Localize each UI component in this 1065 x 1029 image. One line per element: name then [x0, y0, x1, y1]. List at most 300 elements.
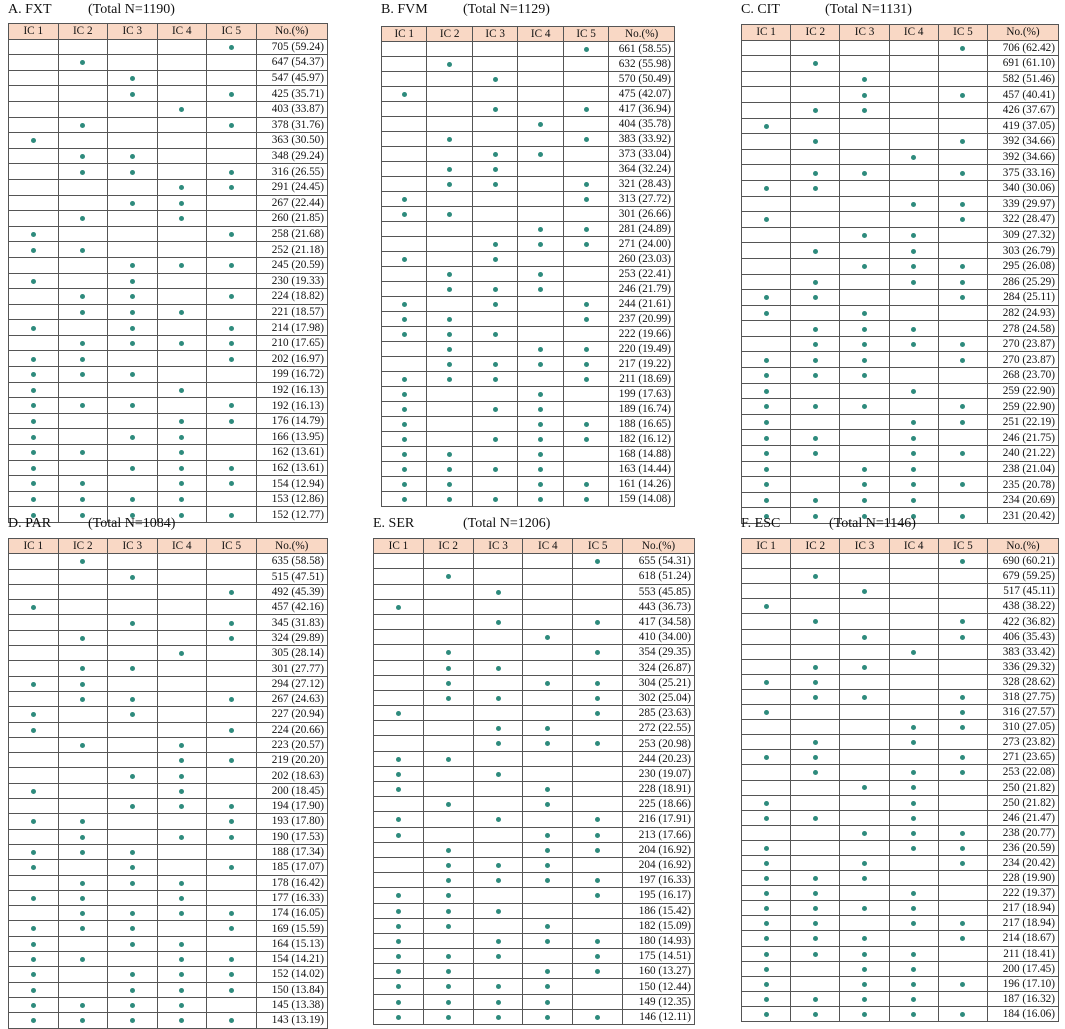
ic2-cell	[58, 860, 108, 875]
ic1-cell	[742, 352, 791, 368]
table-row	[382, 252, 675, 267]
count-cell: 406 (35.43)	[988, 629, 1059, 644]
membership-dot-icon	[31, 466, 36, 471]
count-cell: 240 (21.22)	[988, 446, 1059, 462]
ic1-cell	[9, 289, 59, 305]
table-row	[382, 117, 675, 132]
ic4-cell	[157, 967, 207, 982]
table-row	[9, 70, 328, 86]
ic1-cell	[9, 413, 59, 429]
table-row	[742, 780, 1059, 795]
column-header-count: No.(%)	[256, 24, 328, 40]
count-cell: 373 (33.04)	[609, 147, 675, 162]
ic4-cell	[518, 102, 563, 117]
ic4-cell	[157, 257, 207, 273]
ic5-cell	[207, 676, 257, 691]
column-header-ic1: IC 1	[382, 27, 427, 42]
membership-dot-icon	[813, 186, 818, 191]
membership-dot-icon	[595, 559, 600, 564]
ic1-cell	[9, 646, 59, 661]
membership-dot-icon	[538, 122, 543, 127]
membership-dot-icon	[80, 60, 85, 65]
ic3-cell	[473, 630, 523, 645]
header-row	[742, 539, 1059, 554]
ic5-cell	[207, 875, 257, 890]
ic5-cell	[573, 766, 623, 781]
count-cell: 186 (15.42)	[623, 903, 695, 918]
table-row	[9, 890, 328, 905]
ic4-cell	[157, 875, 207, 890]
membership-dot-icon	[764, 482, 769, 487]
ic5-cell	[938, 87, 987, 103]
count-cell: 570 (50.49)	[609, 72, 675, 87]
count-cell: 211 (18.69)	[609, 372, 675, 387]
table-row	[374, 766, 695, 781]
ic4-cell	[157, 768, 207, 783]
ic1-cell	[742, 40, 791, 56]
ic5-cell	[207, 507, 257, 523]
table-row	[374, 827, 695, 842]
count-cell: 647 (54.37)	[256, 55, 328, 71]
membership-dot-icon	[446, 878, 451, 883]
table-row	[382, 327, 675, 342]
ic2-cell	[58, 615, 108, 630]
count-cell: 162 (13.61)	[256, 460, 328, 476]
table-row	[9, 476, 328, 492]
ic4-cell	[889, 569, 938, 584]
ic1-cell	[9, 429, 59, 445]
ic3-cell	[108, 367, 158, 383]
table-row	[9, 148, 328, 164]
ic1-cell	[742, 689, 791, 704]
membership-dot-icon	[545, 848, 550, 853]
membership-dot-icon	[764, 404, 769, 409]
ic5-cell	[207, 429, 257, 445]
table-row	[9, 646, 328, 661]
ic3-cell	[473, 751, 523, 766]
membership-dot-icon	[179, 651, 184, 656]
ic-table	[381, 26, 675, 507]
count-cell: 260 (21.85)	[256, 211, 328, 227]
ic1-cell	[742, 56, 791, 72]
count-cell: 392 (34.66)	[988, 134, 1059, 150]
membership-dot-icon	[862, 861, 867, 866]
table-row	[382, 432, 675, 447]
panel-title	[741, 516, 916, 532]
count-cell: 195 (16.17)	[623, 888, 695, 903]
membership-dot-icon	[764, 420, 769, 425]
count-cell: 282 (24.93)	[988, 305, 1059, 321]
ic3-cell	[840, 165, 889, 181]
membership-dot-icon	[179, 185, 184, 190]
count-cell: 270 (23.87)	[988, 352, 1059, 368]
ic4-cell	[518, 447, 563, 462]
ic5-cell	[207, 569, 257, 584]
count-cell: 284 (25.11)	[988, 290, 1059, 306]
ic2-cell	[423, 736, 473, 751]
ic4-cell	[157, 569, 207, 584]
membership-dot-icon	[80, 835, 85, 840]
ic2-cell	[427, 117, 472, 132]
count-cell: 691 (61.10)	[988, 56, 1059, 72]
membership-dot-icon	[493, 287, 498, 292]
ic4-cell	[523, 599, 573, 614]
count-cell: 236 (20.59)	[988, 840, 1059, 855]
column-header-count: No.(%)	[609, 27, 675, 42]
ic1-cell	[9, 860, 59, 875]
table-row	[9, 967, 328, 982]
ic2-cell	[427, 192, 472, 207]
membership-dot-icon	[960, 46, 965, 51]
ic4-cell	[157, 117, 207, 133]
ic4-cell	[518, 192, 563, 207]
ic1-cell	[9, 195, 59, 211]
count-cell: 310 (27.05)	[988, 720, 1059, 735]
membership-dot-icon	[960, 921, 965, 926]
ic2-cell	[791, 492, 840, 508]
ic5-cell	[207, 413, 257, 429]
ic5-cell	[938, 180, 987, 196]
membership-dot-icon	[960, 342, 965, 347]
ic4-cell	[518, 372, 563, 387]
ic2-cell	[423, 690, 473, 705]
ic5-cell	[207, 906, 257, 921]
ic5-cell	[207, 936, 257, 951]
ic1-cell	[9, 335, 59, 351]
ic1-cell	[9, 661, 59, 676]
ic3-cell	[840, 705, 889, 720]
membership-dot-icon	[31, 865, 36, 870]
ic3-cell	[473, 842, 523, 857]
ic3-cell	[473, 1009, 523, 1024]
membership-dot-icon	[960, 755, 965, 760]
ic1-cell	[742, 855, 791, 870]
ic4-cell	[518, 222, 563, 237]
ic2-cell	[423, 782, 473, 797]
ic1-cell	[742, 976, 791, 991]
ic4-cell	[518, 477, 563, 492]
membership-dot-icon	[496, 772, 501, 777]
ic3-cell	[108, 691, 158, 706]
count-cell: 189 (16.74)	[609, 402, 675, 417]
table-row	[9, 226, 328, 242]
membership-dot-icon	[31, 850, 36, 855]
ic5-cell	[207, 753, 257, 768]
ic5-cell	[207, 768, 257, 783]
membership-dot-icon	[764, 801, 769, 806]
table-row	[742, 584, 1059, 599]
membership-dot-icon	[229, 232, 234, 237]
ic5-cell	[207, 952, 257, 967]
ic3-cell	[840, 134, 889, 150]
ic5-cell	[938, 165, 987, 181]
table-row	[382, 237, 675, 252]
ic3-cell	[108, 117, 158, 133]
ic1-cell	[374, 751, 424, 766]
ic1-cell	[382, 57, 427, 72]
table-row	[742, 243, 1059, 259]
table-row	[374, 979, 695, 994]
ic2-cell	[58, 600, 108, 615]
ic5-cell	[573, 599, 623, 614]
membership-dot-icon	[402, 482, 407, 487]
count-cell: 632 (55.98)	[609, 57, 675, 72]
panel-title	[8, 516, 176, 532]
ic3-cell	[472, 327, 517, 342]
membership-dot-icon	[764, 373, 769, 378]
ic4-cell	[157, 273, 207, 289]
ic3-cell	[472, 42, 517, 57]
ic1-cell	[9, 304, 59, 320]
table-row	[9, 211, 328, 227]
membership-dot-icon	[911, 921, 916, 926]
count-cell: 618 (51.24)	[623, 569, 695, 584]
ic4-cell	[889, 614, 938, 629]
count-cell: 316 (26.55)	[256, 164, 328, 180]
ic1-cell	[374, 888, 424, 903]
ic5-cell	[207, 179, 257, 195]
membership-dot-icon	[179, 466, 184, 471]
ic2-cell	[791, 705, 840, 720]
membership-dot-icon	[402, 377, 407, 382]
membership-dot-icon	[960, 358, 965, 363]
membership-dot-icon	[402, 212, 407, 217]
table-row	[382, 207, 675, 222]
membership-dot-icon	[584, 242, 589, 247]
membership-dot-icon	[130, 154, 135, 159]
table-row	[382, 462, 675, 477]
ic1-cell	[742, 584, 791, 599]
table-row	[742, 165, 1059, 181]
ic5-cell	[563, 372, 608, 387]
membership-dot-icon	[179, 513, 184, 518]
ic1-cell	[9, 707, 59, 722]
count-cell: 705 (59.24)	[256, 39, 328, 55]
ic1-cell	[9, 382, 59, 398]
count-cell: 222 (19.66)	[609, 327, 675, 342]
table-row	[9, 829, 328, 844]
count-cell: 336 (29.32)	[988, 659, 1059, 674]
ic3-cell	[108, 676, 158, 691]
count-cell: 426 (37.67)	[988, 102, 1059, 118]
ic3-cell	[840, 961, 889, 976]
membership-dot-icon	[911, 264, 916, 269]
membership-dot-icon	[862, 695, 867, 700]
ic5-cell	[207, 226, 257, 242]
ic3-cell	[840, 196, 889, 212]
count-cell: 150 (12.44)	[623, 979, 695, 994]
ic1-cell	[374, 706, 424, 721]
ic2-cell	[791, 118, 840, 134]
membership-dot-icon	[80, 170, 85, 175]
ic2-cell	[427, 222, 472, 237]
ic2-cell	[427, 342, 472, 357]
membership-dot-icon	[31, 942, 36, 947]
membership-dot-icon	[911, 249, 916, 254]
count-cell: 305 (28.14)	[256, 646, 328, 661]
table-row	[374, 690, 695, 705]
ic1-cell	[742, 569, 791, 584]
membership-dot-icon	[813, 498, 818, 503]
membership-dot-icon	[402, 257, 407, 262]
membership-dot-icon	[496, 817, 501, 822]
ic3-cell	[108, 814, 158, 829]
count-cell: 228 (18.91)	[623, 782, 695, 797]
ic5-cell	[573, 721, 623, 736]
membership-dot-icon	[862, 997, 867, 1002]
table-row	[374, 873, 695, 888]
ic4-cell	[889, 227, 938, 243]
membership-dot-icon	[813, 755, 818, 760]
table-row	[742, 554, 1059, 569]
ic1-cell	[9, 569, 59, 584]
membership-dot-icon	[396, 984, 401, 989]
count-cell: 221 (18.57)	[256, 304, 328, 320]
ic5-cell	[207, 661, 257, 676]
table-row	[374, 675, 695, 690]
count-cell: 328 (28.62)	[988, 674, 1059, 689]
ic4-cell	[157, 890, 207, 905]
table-row	[9, 921, 328, 936]
membership-dot-icon	[80, 357, 85, 362]
ic2-cell	[791, 659, 840, 674]
ic2-cell	[427, 327, 472, 342]
ic4-cell	[157, 554, 207, 569]
table-row	[382, 57, 675, 72]
header-row	[9, 539, 328, 554]
membership-dot-icon	[584, 482, 589, 487]
ic3-cell	[108, 646, 158, 661]
ic3-cell	[108, 844, 158, 859]
ic5-cell	[573, 994, 623, 1009]
ic3-cell	[108, 936, 158, 951]
ic1-cell	[382, 432, 427, 447]
ic1-cell	[9, 906, 59, 921]
count-cell: 217 (18.94)	[988, 901, 1059, 916]
ic4-cell	[889, 492, 938, 508]
membership-dot-icon	[446, 802, 451, 807]
ic2-cell	[58, 691, 108, 706]
ic2-cell	[791, 305, 840, 321]
membership-dot-icon	[862, 831, 867, 836]
membership-dot-icon	[813, 952, 818, 957]
ic1-cell	[9, 982, 59, 997]
ic3-cell	[472, 342, 517, 357]
membership-dot-icon	[447, 182, 452, 187]
ic5-cell	[938, 795, 987, 810]
ic4-cell	[523, 979, 573, 994]
membership-dot-icon	[179, 341, 184, 346]
ic4-cell	[518, 87, 563, 102]
ic1-cell	[742, 305, 791, 321]
membership-dot-icon	[813, 619, 818, 624]
table-row	[742, 689, 1059, 704]
membership-dot-icon	[396, 939, 401, 944]
ic4-cell	[889, 584, 938, 599]
ic3-cell	[840, 674, 889, 689]
ic1-cell	[374, 842, 424, 857]
ic4-cell	[157, 460, 207, 476]
table-row	[382, 282, 675, 297]
ic1-cell	[374, 569, 424, 584]
ic3-cell	[108, 491, 158, 507]
membership-dot-icon	[496, 954, 501, 959]
ic1-cell	[374, 599, 424, 614]
ic5-cell	[563, 132, 608, 147]
ic2-cell	[58, 226, 108, 242]
table-row	[9, 117, 328, 133]
ic3-cell	[473, 706, 523, 721]
count-cell: 149 (12.35)	[623, 994, 695, 1009]
ic2-cell	[58, 921, 108, 936]
membership-dot-icon	[813, 139, 818, 144]
ic4-cell	[157, 860, 207, 875]
membership-dot-icon	[229, 957, 234, 962]
membership-dot-icon	[80, 850, 85, 855]
table-row	[9, 367, 328, 383]
ic5-cell	[207, 737, 257, 752]
count-cell: 234 (20.42)	[988, 855, 1059, 870]
count-cell: 163 (14.44)	[609, 462, 675, 477]
membership-dot-icon	[447, 482, 452, 487]
table-row	[742, 629, 1059, 644]
count-cell: 304 (25.21)	[623, 675, 695, 690]
ic5-cell	[207, 584, 257, 599]
ic5-cell	[563, 177, 608, 192]
membership-dot-icon	[584, 497, 589, 502]
count-cell: 150 (13.84)	[256, 982, 328, 997]
ic3-cell	[473, 888, 523, 903]
table-row	[374, 782, 695, 797]
table-row	[742, 399, 1059, 415]
membership-dot-icon	[862, 785, 867, 790]
membership-dot-icon	[446, 757, 451, 762]
ic1-cell	[9, 164, 59, 180]
membership-dot-icon	[911, 482, 916, 487]
ic3-cell	[473, 797, 523, 812]
table-row	[9, 982, 328, 997]
ic5-cell	[563, 492, 608, 507]
membership-dot-icon	[31, 712, 36, 717]
ic5-cell	[563, 162, 608, 177]
count-cell: 185 (17.07)	[256, 860, 328, 875]
ic1-cell	[742, 399, 791, 415]
ic4-cell	[523, 736, 573, 751]
ic3-cell	[108, 289, 158, 305]
ic3-cell	[108, 661, 158, 676]
membership-dot-icon	[584, 302, 589, 307]
membership-dot-icon	[960, 770, 965, 775]
ic4-cell	[889, 196, 938, 212]
ic4-cell	[157, 707, 207, 722]
membership-dot-icon	[179, 107, 184, 112]
membership-dot-icon	[396, 924, 401, 929]
ic4-cell	[889, 795, 938, 810]
membership-dot-icon	[130, 341, 135, 346]
header-row	[374, 539, 695, 554]
membership-dot-icon	[862, 358, 867, 363]
membership-dot-icon	[862, 635, 867, 640]
membership-dot-icon	[31, 1003, 36, 1008]
ic4-cell	[518, 72, 563, 87]
ic2-cell	[791, 795, 840, 810]
column-header-ic3: IC 3	[473, 539, 523, 554]
membership-dot-icon	[80, 666, 85, 671]
table-row	[382, 297, 675, 312]
membership-dot-icon	[545, 939, 550, 944]
table-row	[9, 860, 328, 875]
ic1-cell	[374, 584, 424, 599]
